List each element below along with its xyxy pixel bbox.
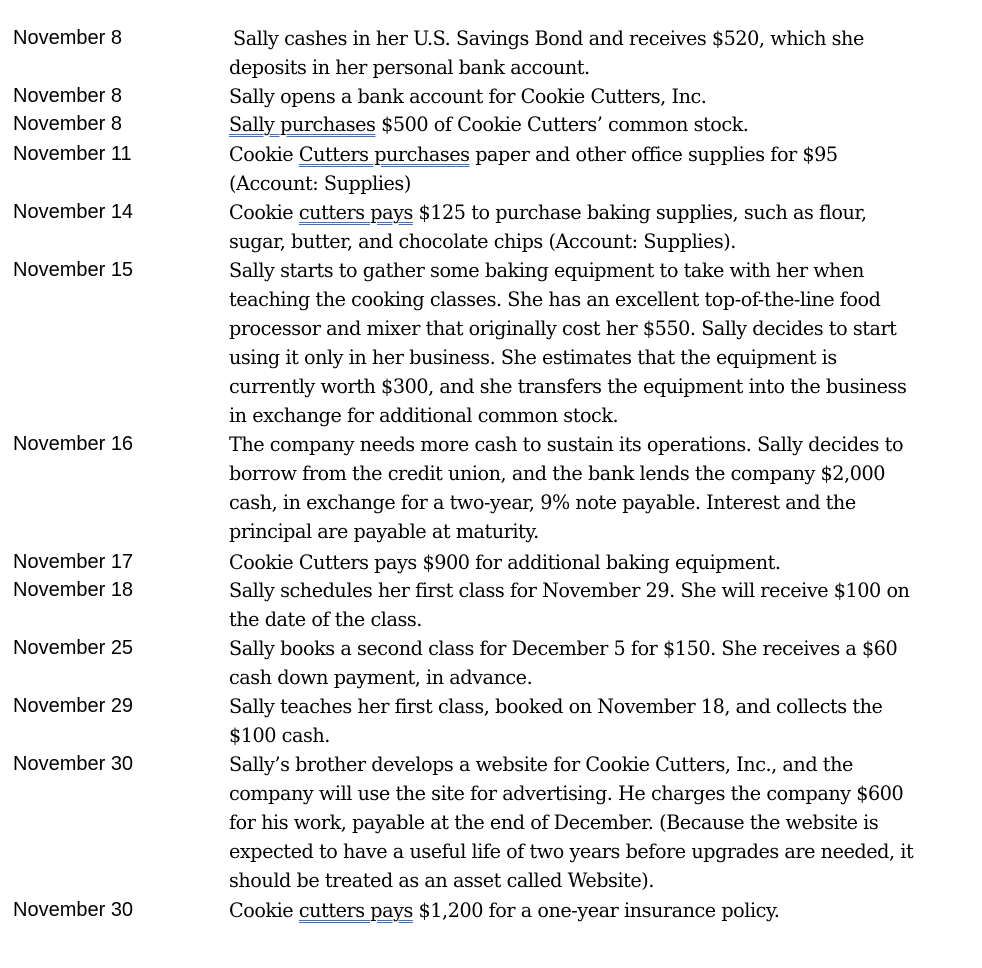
description-line: expected to have a useful life of two years before upgrades are needed, it [229,840,914,863]
description-line: deposits in her personal bank account. [229,56,590,79]
entry-description [229,750,949,895]
entry-date: November 8 [13,85,122,107]
entry-date [13,24,122,53]
description-line: cash down payment, in advance. [229,666,533,689]
description-line: cash, in exchange for a two-year, 9% note payable. Interest and the [229,491,856,514]
description-line: processor and mixer that originally cost her $550. Sally decides to start [229,317,897,340]
description-line: teaching the cooking classes. She has an excellent top-of-the-line food [229,288,881,311]
entry-date: November 14 [13,201,134,223]
entry-date: November 29 [13,695,134,717]
description-text: Cookie [229,143,299,166]
description-line: using it only in her business. She estimates that the equipment is [229,346,837,369]
description-line: Sally books a second class for December 5 for $150. She receives a $60 [229,637,898,660]
entry-description [229,24,949,82]
description-line: in exchange for additional common stock. [229,404,619,427]
entry-date-text: November 8 [13,27,122,49]
entry-date: November 15 [13,259,134,281]
grammar-flag: Sally purchases [229,113,376,136]
description-text: $125 to purchase baking supplies, such as flour, [412,201,867,224]
entry-date: November 8 [13,113,122,135]
entry-description [229,198,949,256]
entry-description [229,110,949,139]
description-line: (Account: Supplies) [229,172,411,195]
entry-date: November 16 [13,433,134,455]
entry-date: November 17 [13,551,134,573]
entry-date: November 30 [13,899,134,921]
description-line: Sally starts to gather some baking equipment to take with her when [229,259,864,282]
description-text: paper and other office supplies for $95 [469,143,838,166]
description-line [229,198,949,227]
description-line: The company needs more cash to sustain its operations. Sally decides to [229,433,904,456]
description-line: Sally schedules her first class for November 29. She will receive $100 on [229,579,910,602]
description-line: borrow from the credit union, and the bank lends the company $2,000 [229,462,885,485]
description-line: sugar, butter, and chocolate chips (Account: Supplies). [229,230,736,253]
entry-description [229,576,949,634]
entry-description [229,140,949,198]
entry-description [229,256,949,430]
description-line: should be treated as an asset called Website). [229,869,654,892]
grammar-flag: Cutters purchases [298,143,470,166]
description-line [229,140,949,169]
description-text: $1,200 for a one-year insurance policy. [412,899,780,922]
description-line: company will use the site for advertising. He charges the company $600 [229,782,904,805]
grammar-flag: cutters pays [298,899,413,922]
entry-date: November 18 [13,579,134,601]
entry-description [229,548,949,577]
entry-description [229,896,949,925]
description-text: Cookie [229,201,299,224]
description-line: Sally’s brother develops a website for Cookie Cutters, Inc., and the [229,753,853,776]
entry-description [229,430,949,546]
description-line: Sally cashes in her U.S. Savings Bond and receives $520, which she [233,27,864,50]
description-line: $100 cash. [229,724,330,747]
description-line: principal are payable at maturity. [229,520,539,543]
entry-date: November 25 [13,637,134,659]
entry-description [229,634,949,692]
entry-description [229,82,949,111]
description-line [229,896,949,925]
entry-date: November 30 [13,753,134,775]
description-line [229,110,949,139]
grammar-flag: cutters pays [298,201,413,224]
entry-date: November 11 [13,143,132,165]
description-text: $500 of Cookie Cutters’ common stock. [375,113,749,136]
description-text: Cookie [229,899,299,922]
description-line: Sally opens a bank account for Cookie Cutters, Inc. [229,85,707,108]
entry-description [229,692,949,750]
description-line: the date of the class. [229,608,422,631]
description-line: for his work, payable at the end of December. (Because the website is [229,811,879,834]
description-line: Cookie Cutters pays $900 for additional baking equipment. [229,551,781,574]
description-line: Sally teaches her first class, booked on November 18, and collects the [229,695,883,718]
description-line: currently worth $300, and she transfers the equipment into the business [229,375,907,398]
